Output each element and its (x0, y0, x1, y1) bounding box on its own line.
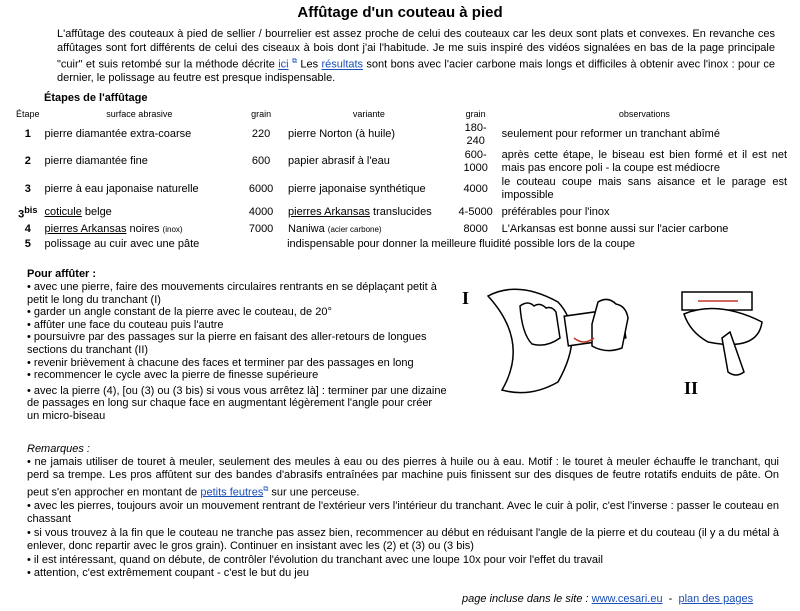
steps-table (14, 107, 790, 252)
step-number: 5 (24, 238, 31, 251)
remarques-heading: Remarques : (27, 443, 90, 455)
grain2-cell: 4-5000 (458, 205, 493, 218)
knife-drawing-II (682, 292, 762, 375)
grain-cell: 220 (251, 128, 271, 141)
intro-text-2: Les (297, 58, 322, 71)
observation-cell: le couteau coupe mais sans aisance et le parage est impossible (501, 176, 787, 201)
variante-text: Naniwa (288, 222, 328, 235)
variante-cell: pierre japonaise synthétique (288, 182, 426, 195)
list-item: • avec une pierre, faire des mouvements circulaires rentrants en se déplaçant petit à petit le long du tranchant (I) (27, 281, 437, 306)
list-item: • avec la pierre (4), [ou (3) ou (3 bis) si vous vous arrêtez là] : terminer par une dizaine de passages en long sur chaque face en augmentant légèrement l'angle pour créer un micro-biseau (27, 384, 447, 422)
sharpening-illustration (458, 282, 788, 402)
table-row (14, 222, 790, 238)
grain2-cell: 600-1000 (463, 149, 488, 174)
arkansas-link[interactable]: pierres Arkansas (288, 205, 370, 218)
surface-cell: polissage au cuir avec une pâte (44, 238, 200, 251)
grain-cell: 6000 (248, 182, 274, 195)
wide-observation-cell: indispensable pour donner la meilleure fluidité possible lors de la coupe (287, 238, 636, 251)
table-row (14, 121, 790, 148)
pour-affuter-list (27, 281, 447, 423)
surface-cell: pierre diamantée extra-coarse (44, 128, 192, 141)
etapes-heading: Étapes de l'affûtage (44, 92, 148, 104)
table-row (14, 175, 790, 202)
table-row (14, 237, 790, 252)
observation-cell: préférables pour l'inox (501, 205, 610, 218)
footer-separator: - (662, 593, 679, 605)
header-surface: surface abrasive (106, 109, 173, 119)
figure-label-I: I (462, 288, 470, 308)
header-etape: Étape (16, 109, 40, 119)
external-link-icon: ⧉ (292, 58, 297, 66)
external-link-icon: ⧉ (263, 485, 269, 493)
surface-text: noires (126, 222, 163, 235)
header-variante: variante (352, 109, 385, 119)
step-number: 4 (24, 223, 31, 236)
variante-text: translucides (369, 205, 432, 218)
table-header-row (14, 107, 790, 121)
step-number (14, 203, 42, 222)
site-link[interactable]: www.cesari.eu (591, 593, 663, 605)
plan-des-pages-link[interactable]: plan des pages (678, 593, 754, 605)
remarques-list (27, 456, 779, 580)
variante-cell: papier abrasif à l'eau (288, 155, 390, 168)
intro-paragraph (57, 28, 775, 86)
surface-note: (inox) (162, 224, 183, 234)
step-number-text: 3 (18, 208, 25, 221)
surface-cell (42, 222, 238, 238)
grain-cell: 4000 (248, 205, 274, 218)
list-item: • poursuivre par des passages sur la pierre en faisant des aller-retours de longues sections du tranchant (II) (27, 331, 427, 356)
petits-feutres-link[interactable]: petits feutres (200, 486, 264, 499)
coticule-link[interactable]: coticule (44, 205, 82, 218)
header-observations: observations (618, 109, 670, 119)
variante-cell (285, 203, 453, 222)
arkansas-noires-link[interactable]: pierres Arkansas (44, 222, 127, 235)
list-item: • revenir brièvement à chacune des faces et terminer par des passages en long (27, 356, 414, 369)
list-item: • affûter une face du couteau puis l'autre (27, 318, 224, 331)
variante-cell: pierre Norton (à huile) (288, 128, 396, 141)
variante-note: (acier carbone) (327, 224, 382, 234)
footer (462, 593, 753, 605)
grain2-cell: 4000 (463, 182, 488, 195)
grain2-cell: 8000 (463, 223, 488, 236)
observation-cell: seulement pour reformer un tranchant abîmé (501, 128, 720, 141)
step-number: 3 (24, 182, 31, 195)
surface-cell: pierre diamantée fine (44, 155, 148, 168)
grain2-cell: 180-240 (464, 122, 487, 147)
surface-cell (42, 203, 238, 222)
ici-link[interactable]: ici (278, 58, 289, 71)
list-item (27, 456, 779, 500)
header-grain-2: grain (465, 109, 486, 119)
grain-cell: 7000 (248, 223, 274, 236)
intro-text-1: L'affûtage des couteaux à pied de sellier / bourrelier est assez proche de celui des couteaux car les deux sont plats et convexes. En revanche ces affûtages sont fort différents de celui des ciseaux à bois dont j'ai l'habitude. Je me suis inspiré des vidéos signalées en bas de la page principale "cuir" et suis retombé sur la méthode décrite (57, 28, 775, 71)
figure-label-II: II (684, 378, 699, 398)
grain-cell: 600 (251, 155, 271, 168)
list-item: • il est intéressant, quand on débute, de contrôler l'évolution du tranchant avec une loupe 10x pour voir l'effet du travail (27, 553, 603, 566)
knife-drawing-I (488, 289, 628, 392)
remark-text: • ne jamais utiliser de touret à meuler, seulement des meules à eau ou des pierres à huile ou à eau. Motif : le touret à meuler échauffe le tranchant, qui perd sa trempe. Les pros affûtent sur des bandes d'abrasifs entraînées par machine puis finissent sur des disques de feutre rotatifs enduits de pâte. On peut s'en approcher en montant de (27, 456, 779, 499)
page-title: Affûtage d'un couteau à pied (297, 4, 503, 21)
observation-cell: L'Arkansas est bonne aussi sur l'acier carbone (501, 223, 729, 236)
table-row (14, 203, 790, 222)
footer-label: page incluse dans le site : (462, 593, 592, 605)
list-item: • avec les pierres, toujours avoir un mouvement rentrant de l'extérieur vers l'intérieur du tranchant. Avec le cuir à polir, c'est l'inverse : passer le couteau en chassant (27, 499, 779, 526)
list-item: • attention, c'est extrêmement coupant - c'est le but du jeu (27, 566, 309, 579)
remark-text-end: sur une perceuse. (268, 486, 360, 499)
observation-cell: après cette étape, le biseau est bien formé et il est net mais pas encore poli - la coupe est médiocre (501, 149, 787, 174)
step-superscript: bis (24, 204, 38, 215)
variante-cell (285, 222, 453, 238)
surface-cell: pierre à eau japonaise naturelle (44, 182, 199, 195)
step-number: 1 (24, 128, 31, 141)
step-number: 2 (24, 155, 31, 168)
list-item: • si vous trouvez à la fin que le couteau ne tranche pas assez bien, recommencer au début en réduisant l'angle de la pierre et du couteau (il y a du métal à enlever, donc repartir avec le gros grain). Continuer en insistant avec les (2) et (3) ou (3 bis) (27, 526, 779, 553)
resultats-link[interactable]: résultats (321, 58, 364, 71)
pour-affuter-heading: Pour affûter : (27, 268, 97, 280)
surface-text: belge (81, 205, 112, 218)
header-grain: grain (251, 109, 272, 119)
intro-text-3: sont bons avec l'acier carbone mais longs et difficiles à obtenir avec l'inox : pour ce dernier, le polissage au feutre est presque indispensable. (57, 58, 775, 85)
list-item: • garder un angle constant de la pierre avec le couteau, de 20° (27, 306, 332, 319)
table-row (14, 148, 790, 175)
list-item: • recommencer le cycle avec la pierre de finesse supérieure (27, 369, 319, 382)
